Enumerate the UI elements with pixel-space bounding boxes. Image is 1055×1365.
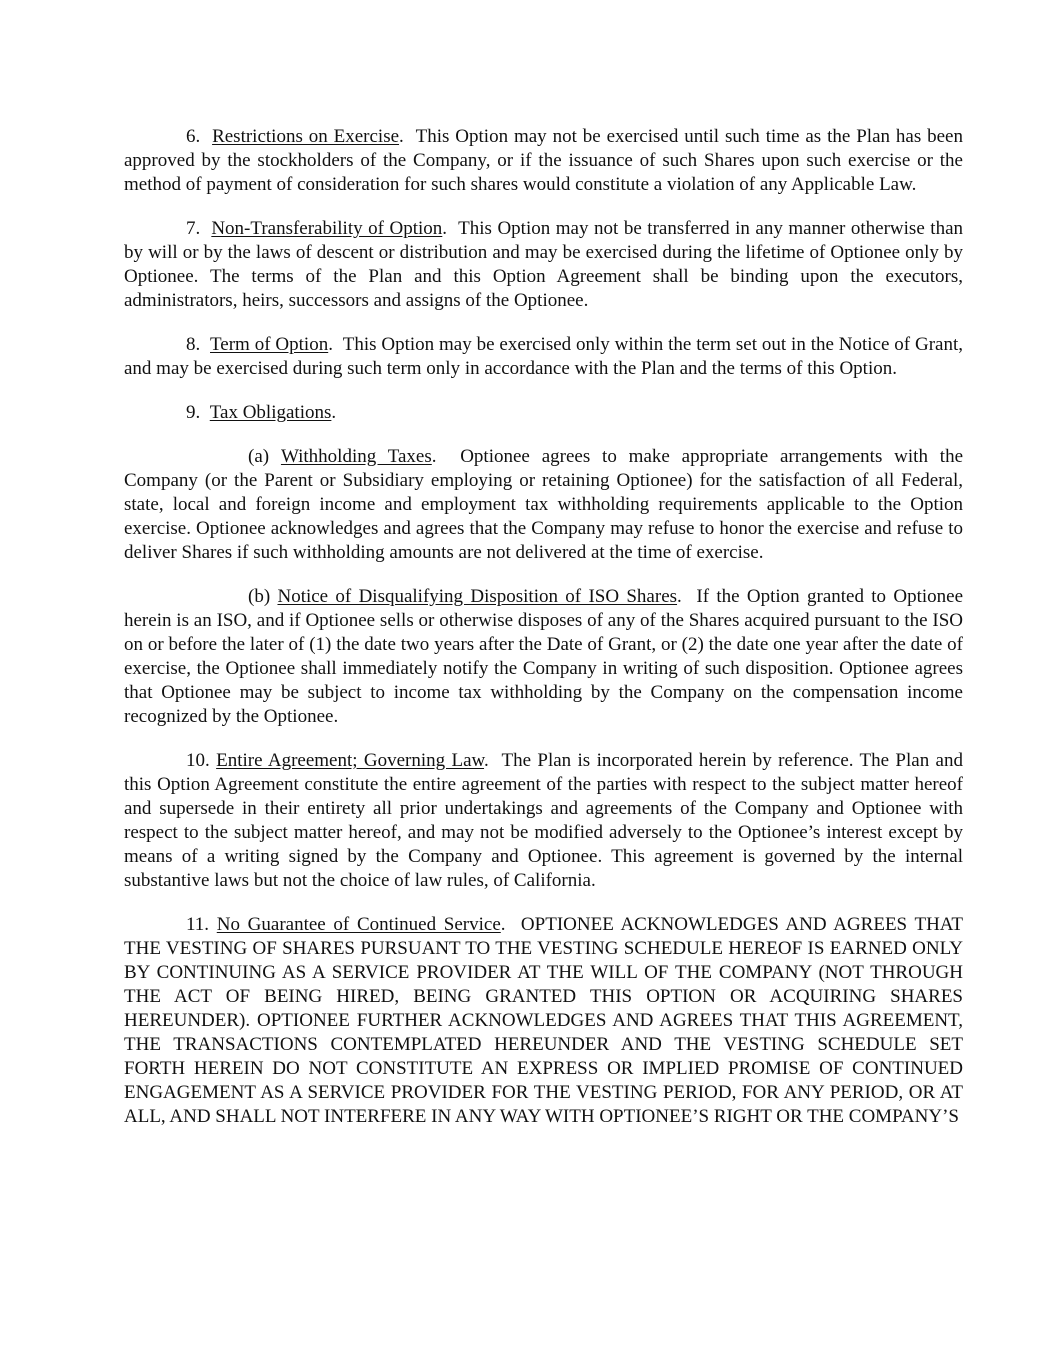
section-heading-punct: . [399,126,404,147]
section-heading-punct: . [442,218,448,239]
section-11 [124,913,963,1129]
section-number: 7. [186,218,201,239]
subsection-letter: (b) [248,586,271,607]
section-7 [124,217,963,313]
section-heading: Entire Agreement; Governing Law [216,750,485,771]
section-heading-punct: . [331,402,337,423]
section-number: 10. [186,750,210,771]
subsection-heading: Notice of Disqualifying Disposition of ISO Shares [277,586,678,607]
section-heading-punct: . [328,334,333,355]
section-heading: Term of Option [210,334,329,355]
section-8 [124,333,963,381]
section-body: This Option may be exercised only within the term set out in the Notice of Grant, and may be exercised during such term only in accordance with the Plan and the terms of this Option. [124,334,964,379]
section-heading-punct: . [484,750,489,771]
section-body: The Plan is incorporated herein by reference. The Plan and this Option Agreement constitute the entire agreement of the parties with respect to the subject matter hereof and supersede in their entirety all prior undertakings and agreements of the Company and Optionee with respect to the subject matter hereof, and may not be modified adversely to the Optionee’s interest except by means of a writing signed by the Company and Optionee. This agreement is governed by the internal substantive laws but not the choice of law rules, of California. [124,750,963,891]
section-10 [124,749,963,893]
document-page [124,125,963,1129]
section-number: 6. [186,126,201,147]
subsection-heading-punct: . [677,586,682,607]
subsection-body: Optionee agrees to make appropriate arrangements with the Company (or the Parent or Subsidiary employing or retaining Optionee) for the satisfaction of all Federal, state, local and foreign income and employment tax withholding requirements applicable to the Option exercise. Optionee acknowledges and agrees that the Company may refuse to honor the exercise and refuse to deliver Shares if such withholding amounts are not delivered at the time of exercise. [124,446,964,563]
section-9b [124,585,963,729]
section-number: 9. [186,402,201,423]
subsection-heading-punct: . [431,446,437,467]
section-heading: Restrictions on Exercise [212,126,400,147]
section-6 [124,125,963,197]
section-body: OPTIONEE ACKNOWLEDGES AND AGREES THAT THE VESTING OF SHARES PURSUANT TO THE VESTING SCHEDULE HEREOF IS EARNED ONLY BY CONTINUING AS A SERVICE PROVIDER AT THE WILL OF THE COMPANY (NOT THROUGH THE ACT OF BEING HIRED, BEING GRANTED THIS OPTION OR ACQUIRING SHARES HEREUNDER). OPTIONEE FURTHER ACKNOWLEDGES AND AGREES THAT THIS AGREEMENT, THE TRANSACTIONS CONTEMPLATED HEREUNDER AND THE VESTING SCHEDULE SET FORTH HEREIN DO NOT CONSTITUTE AN EXPRESS OR IMPLIED PROMISE OF CONTINUED ENGAGEMENT AS A SERVICE PROVIDER FOR THE VESTING PERIOD, FOR ANY PERIOD, OR AT ALL, AND SHALL NOT INTERFERE IN ANY WAY WITH OPTIONEE’S RIGHT OR THE COMPANY’S [124,914,964,1127]
section-number: 11. [186,914,210,935]
section-body: This Option may not be transferred in any manner otherwise than by will or by the laws of descent or distribution and may be exercised during the lifetime of Optionee only by Optionee. The terms of the Plan and this Option Agreement shall be binding upon the executors, administrators, heirs, successors and assigns of the Optionee. [124,218,964,311]
section-heading-punct: . [500,914,506,935]
section-heading: Tax Obligations [209,402,332,423]
section-number: 8. [186,334,201,355]
section-9 [124,401,963,425]
section-body: This Option may not be exercised until such time as the Plan has been approved by the stockholders of the Company, or if the issuance of such Shares upon such exercise or the method of payment of consideration for such shares would constitute a violation of any Applicable Law. [124,126,963,195]
section-heading: No Guarantee of Continued Service [216,914,501,935]
subsection-heading: Withholding Taxes [280,446,432,467]
section-heading: Non-Transferability of Option [211,218,443,239]
subsection-body: If the Option granted to Optionee herein is an ISO, and if Optionee sells or otherwise disposes of any of the Shares acquired pursuant to the ISO on or before the later of (1) the date two years after the Date of Grant, or (2) the date one year after the date of exercise, the Optionee shall immediately notify the Company in writing of such disposition. Optionee agrees that Optionee may be subject to income tax withholding by the Company on the compensation income recognized by the Optionee. [124,586,964,727]
section-9a [124,445,963,565]
subsection-letter: (a) [248,446,270,467]
